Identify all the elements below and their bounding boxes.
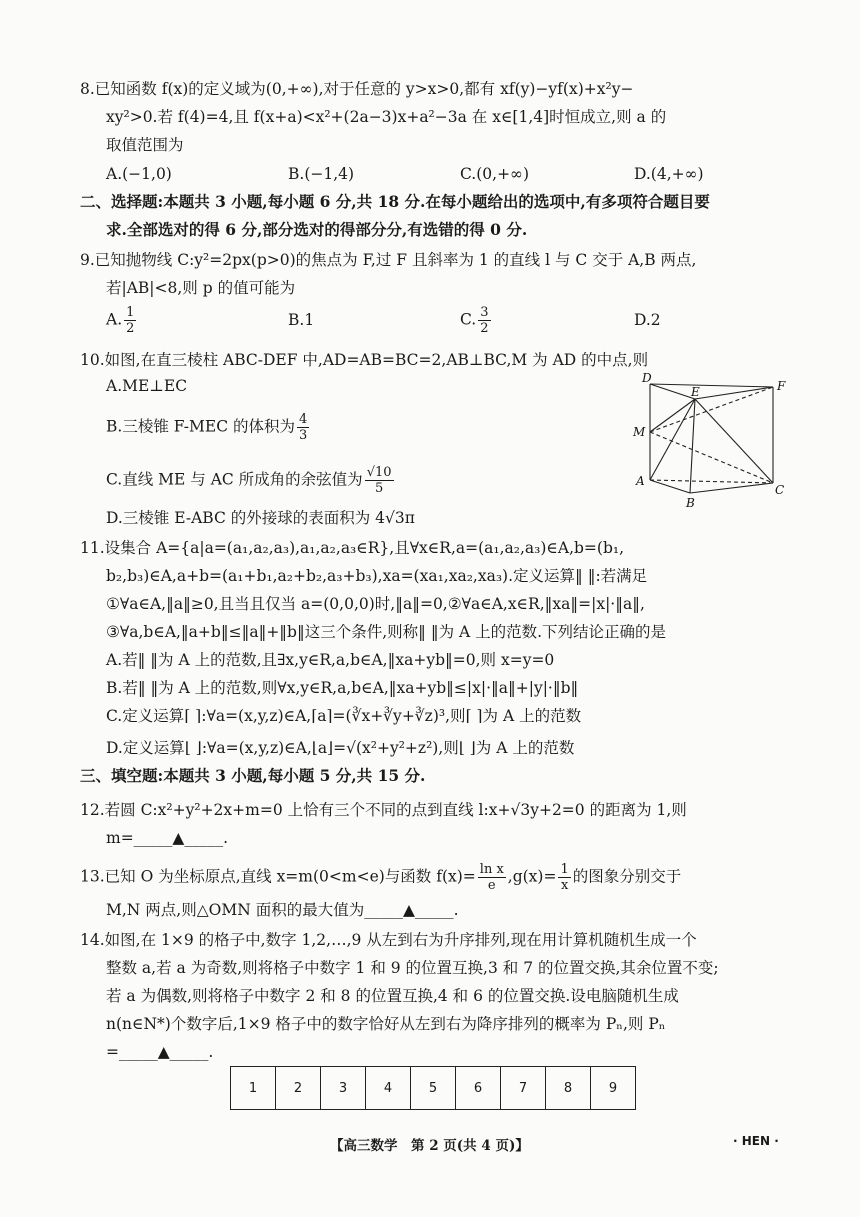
grid-cell: 5 <box>410 1067 455 1109</box>
q9-line2: 若|AB|<8,则 p 的值可能为 <box>106 279 296 297</box>
edge-mc <box>650 432 773 483</box>
q8-option-b: B.(−1,4) <box>288 165 355 183</box>
q10-option-d: D.三棱锥 E-ABC 的外接球的表面积为 4√3π <box>106 509 415 527</box>
grid-cell: 9 <box>590 1067 635 1109</box>
q9-option-a: A. $\frac{1}{2}$ <box>106 305 135 336</box>
q14-line2: 整数 a,若 a 为奇数,则将格子中数字 1 和 9 的位置互换,3 和 7 的位置交换,其余位置不变; <box>106 959 719 977</box>
fraction: $\frac{1}{x}$ <box>560 862 569 893</box>
q11-option-d: D.定义运算⌊ ⌋:∀a=(x,y,z)∈A,⌊a⌋=√(x²+y²+z²),则⌊ ⌋为 A 上的范数 <box>106 739 575 757</box>
q10-line1: 10.如图,在直三棱柱 ABC-DEF 中,AD=AB=BC=2,AB⊥BC,M 为 AD 的中点,则 <box>80 351 649 369</box>
edge-eb <box>690 399 695 493</box>
q11-line2: b₂,b₃)∈A,a+b=(a₁+b₁,a₂+b₂,a₃+b₃),xa=(xa₁,xa₂,xa₃).定义运算‖ ‖:若满足 <box>106 567 648 585</box>
q11-line4: ③∀a,b∈A,‖a+b‖≤‖a‖+‖b‖这三个条件,则称‖ ‖为 A 上的范数.下列结论正确的是 <box>106 623 667 641</box>
fraction: $\frac{4}{3}$ <box>299 412 308 443</box>
section3-heading: 三、填空题:本题共 3 小题,每小题 5 分,共 15 分. <box>80 766 426 785</box>
q8-option-c: C.(0,+∞) <box>460 165 530 183</box>
edge-ef <box>695 387 773 399</box>
fraction: $\frac{1}{2}$ <box>126 305 135 336</box>
q11-option-b: B.若‖ ‖为 A 上的范数,则∀x,y∈R,a,b∈A,‖xa+yb‖≤|x|·‖a‖+|y|·‖b‖ <box>106 679 579 697</box>
grid-cell: 6 <box>455 1067 500 1109</box>
q12-line2: m=_____▲_____. <box>106 829 229 847</box>
edge-de <box>650 384 695 399</box>
q13-line1: 13.已知 O 为坐标原点,直线 x=m(0<m<e)与函数 f(x)= $\frac{\text{ln x}}{e}$ ,g(x)= $\frac{1}{x}$ 的图象分别交于 <box>80 862 682 893</box>
number-grid <box>230 1066 636 1110</box>
grid-cell: 1 <box>248 1080 258 1096</box>
fraction: $\frac{3}{2}$ <box>480 305 489 336</box>
grid-cell: 8 <box>545 1067 590 1109</box>
label-e: E <box>691 385 700 399</box>
label-a: A <box>636 474 645 488</box>
edge-ac <box>650 480 773 483</box>
section2-heading-line1: 二、选择题:本题共 3 小题,每小题 6 分,共 18 分.在每小题给出的选项中,有多项符合题目要 <box>80 192 710 211</box>
q9-line1: 9.已知抛物线 C:y²=2px(p>0)的焦点为 F,过 F 且斜率为 1 的直线 l 与 C 交于 A,B 两点, <box>80 251 697 269</box>
edge-ea <box>650 399 695 480</box>
edge-ab <box>650 480 690 493</box>
q14-line5: =_____▲_____. <box>106 1043 214 1061</box>
q8-line3: 取值范围为 <box>106 136 184 154</box>
fraction: $\frac{√10}{5}$ <box>366 465 392 496</box>
q14-line4: n(n∈N*)个数字后,1×9 格子中的数字恰好从左到右为降序排列的概率为 Pₙ,则 Pₙ <box>106 1015 666 1033</box>
grid-cell: 4 <box>365 1067 410 1109</box>
q14-line1: 14.如图,在 1×9 的格子中,数字 1,2,…,9 从左到右为升序排列,现在用计算机随机生成一个 <box>80 931 697 949</box>
grid-cell: 7 <box>500 1067 545 1109</box>
edge-df <box>650 384 773 387</box>
label-b: B <box>686 496 695 510</box>
label-f: F <box>777 379 786 393</box>
footer-page-info: 【高三数学 第 2 页(共 4 页)】 <box>330 1138 529 1154</box>
edge-ec <box>695 399 773 483</box>
q10-option-a: A.ME⊥EC <box>106 377 188 395</box>
edge-bc <box>690 483 773 493</box>
q8-line2: xy²>0.若 f(4)=4,且 f(x+a)<x²+(2a−3)x+a²−3a 在 x∈[1,4]时恒成立,则 a 的 <box>106 108 667 126</box>
grid-cell: 2 <box>275 1067 320 1109</box>
label-c: C <box>775 483 785 497</box>
q12-line1: 12.若圆 C:x²+y²+2x+m=0 上恰有三个不同的点到直线 l:x+√3y+2=0 的距离为 1,则 <box>80 801 687 819</box>
q8-option-d: D.(4,+∞) <box>634 165 704 183</box>
q11-option-a: A.若‖ ‖为 A 上的范数,且∃x,y∈R,a,b∈A,‖xa+yb‖=0,则 x=y=0 <box>106 651 555 669</box>
q11-line1: 11.设集合 A={a|a=(a₁,a₂,a₃),a₁,a₂,a₃∈R},且∀x∈R,a=(a₁,a₂,a₃)∈A,b=(b₁, <box>80 539 625 557</box>
label-d: D <box>642 371 652 385</box>
q13-line2: M,N 两点,则△OMN 面积的最大值为_____▲_____. <box>106 901 459 919</box>
q9-option-b: B.1 <box>288 311 315 329</box>
grid-cell: 3 <box>320 1067 365 1109</box>
edge-mf <box>650 387 773 432</box>
q10-option-b: B.三棱锥 F-MEC 的体积为 $\frac{4}{3}$ <box>106 412 308 443</box>
q8-line1: 8.已知函数 f(x)的定义域为(0,+∞),对于任意的 y>x>0,都有 xf(y)−yf(x)+x²y− <box>80 80 634 98</box>
q8-option-a: A.(−1,0) <box>106 165 172 183</box>
footer-code: · HEN · <box>733 1134 779 1148</box>
fraction: $\frac{\text{ln x}}{e}$ <box>479 862 504 893</box>
q11-line3: ①∀a∈A,‖a‖≥0,且当且仅当 a=(0,0,0)时,‖a‖=0,②∀a∈A,x∈R,‖xa‖=|x|·‖a‖, <box>106 595 645 613</box>
section2-heading-line2: 求.全部选对的得 6 分,部分选对的得部分分,有选错的得 0 分. <box>106 220 528 239</box>
prism-figure <box>628 370 798 510</box>
q14-line3: 若 a 为偶数,则将格子中数字 2 和 8 的位置互换,4 和 6 的位置交换.设电脑随机生成 <box>106 987 679 1005</box>
label-m: M <box>633 425 646 439</box>
q10-option-c: C.直线 ME 与 AC 所成角的余弦值为 $\frac{√10}{5}$ <box>106 465 392 496</box>
q11-option-c: C.定义运算⌈ ⌉:∀a=(x,y,z)∈A,⌈a⌉=(∛x+∛y+∛z)³,则⌈ ⌉为 A 上的范数 <box>106 707 582 725</box>
q9-option-d: D.2 <box>634 311 661 329</box>
q9-option-c: C. $\frac{3}{2}$ <box>460 305 489 336</box>
edge-me <box>650 399 695 432</box>
